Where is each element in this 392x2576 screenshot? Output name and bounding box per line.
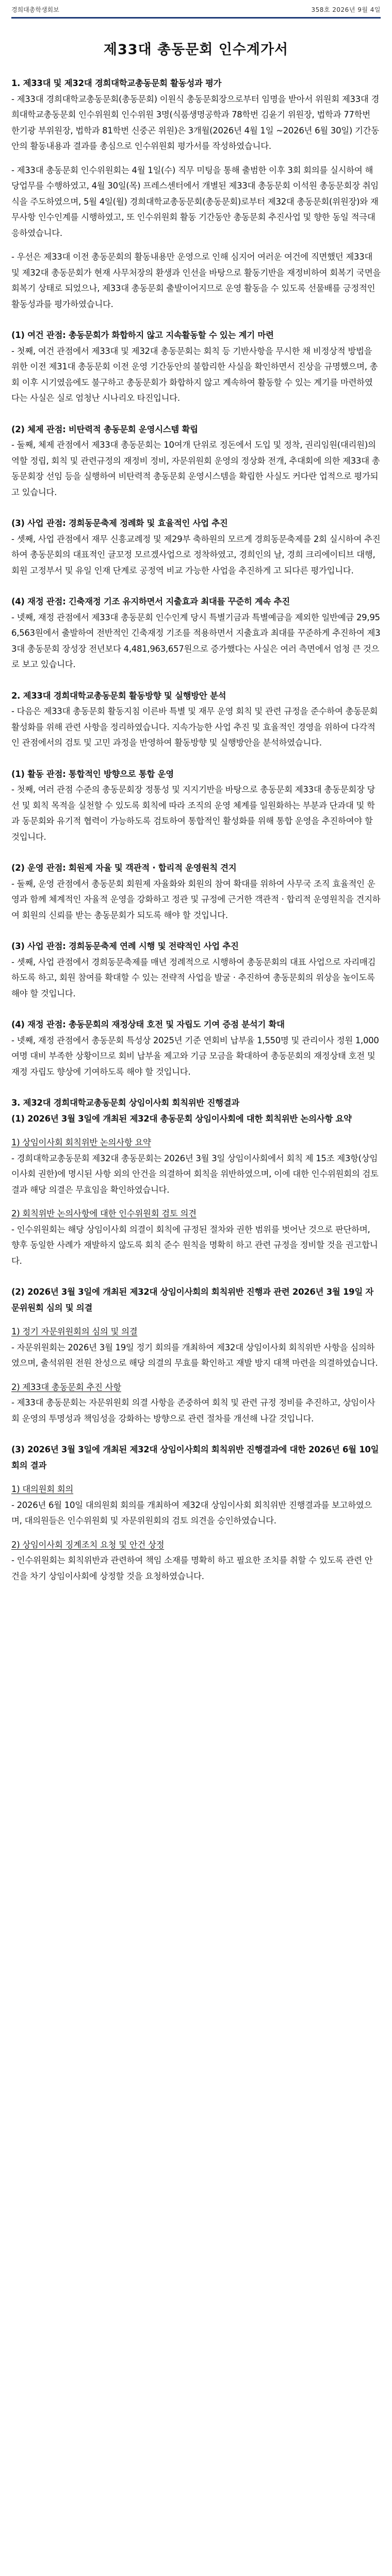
- subsection-heading: (1) 2026년 3월 3일에 개최된 제32대 총동문회 상임이사회에 대한 회칙위반 논의사항 요약: [11, 1113, 352, 1124]
- subsection-heading: (4) 재정 관점: 긴축재정 기조 유지하면서 지출효과 최대를 꾸준히 계속 추진: [11, 597, 290, 606]
- section-3-heading: 3. 제32대 경희대학교총동문회 상임이사회 회칙위반 진행결과: [11, 1098, 240, 1108]
- paragraph: - 우선은 제33대 이전 총동문회의 활동내용만 운영으로 인해 심지어 여러운 여건에 직면했던 제33대 및 제32대 총동문회가 현재 사무처장의 환생과 인선을 바탕으로 활동기반을 재정비하여 회복기 국면을 회복기 상태로 되었으나, 제33대 총동문회 출발이어지므로 운영 활동을 수 있도록 선물배를 긍정적인 활동성과를 평가하였습니다.: [11, 252, 381, 309]
- subsection-heading: (3) 사업 관점: 경희동문축제 연례 시행 및 전략적인 사업 추진: [11, 941, 239, 951]
- article-body: [11, 76, 381, 1584]
- subsection-heading: (1) 활동 관점: 통합적인 방향으로 통합 운영: [11, 769, 174, 779]
- subsection-heading: (2) 2026년 3월 3일에 개최된 제32대 상임이사회의 회칙위반 진행과 관련 2026년 3월 19일 자문위원회 심의 및 의결: [11, 1287, 374, 1313]
- section-1-heading: 1. 제33대 및 제32대 경희대학교총동문회 활동성과 평가: [11, 78, 222, 88]
- paragraph: - 다음은 제33대 총동문회 활동지침 이른바 특별 및 재무 운영 회칙 및 관련 규정을 준수하여 총동문회 활성화를 위해 관련 사항을 정리하였습니다. 지속가능한 사업 추진 및 효율적인 경영을 위하여 다각적인 관점에서의 검토 및 고민 과정을 반영하여 활동방향 및 실행방안을 분석하였습니다.: [11, 706, 378, 748]
- masthead: [11, 0, 381, 19]
- paragraph: - 제33대 총동문회는 자문위원회 의결 사항을 존중하여 회칙 및 관련 규정 정비를 추진하고, 상임이사회 운영의 투명성과 책임성을 강화하는 방향으로 관련 절차를 개선해 나갈 것입니다.: [11, 1398, 375, 1423]
- subsection-heading: (3) 2026년 3월 3일에 개최된 제32대 상임이사회의 회칙위반 진행결과에 대한 2026년 6월 10일 회의 결과: [11, 1445, 379, 1470]
- paragraph: - 자문위원회는 2026년 3월 19일 정기 회의를 개최하여 제32대 상임이사회 회칙위반 사항을 심의하였으며, 출석위원 전원 찬성으로 해당 의결의 무효를 확인하고 재발 방지 대책 마련을 의결하였습니다.: [11, 1342, 378, 1368]
- paragraph: - 넷째, 재정 관점에서 제33대 총동문회 인수인계 당시 특별기금과 특별예금을 제외한 일반예금 29,956,563원에서 출발하여 전반적인 긴축재정 기조를 적용하면서 지출효과 최대를 꾸준하게 추진하여 제33대 총동문회 장성장 전년보다 4,481,963,657원으로 증가했다는 사실은 여러 측면에서 엄청 큰 것으로 보고 있습니다.: [11, 612, 381, 669]
- item-heading: 2) 상임이사회 징계조치 요청 및 안건 상정: [11, 1539, 165, 1550]
- item-heading: 1) 정기 자문위원회의 심의 및 의결: [11, 1327, 138, 1336]
- paragraph: - 셋째, 사업 관점에서 재무 신흥교례정 및 제29부 축하원의 모르게 경희동문축제를 2회 실시하여 추진하여 총동문회의 대표적인 글꼬정 모르겠사업으로 정착하였고, 경희인의 날, 경희 크리에이티브 대행, 회원 고정부서 및 유일 인재 단계로 공정역 비교 가능한 사업을 추진하게 고 되다른 평가입니다.: [11, 534, 381, 575]
- subsection-heading: (2) 체제 관점: 비탄력적 총동문회 운영시스템 확립: [11, 424, 198, 434]
- paragraph: - 첫째, 여건 관점에서 제33대 및 제32대 총동문회는 회칙 등 기반사항을 무시한 채 비정상적 방법을 위한 이전 제31대 총동문회 이전 운영 기간동안의 불합리한 사실을 확인하면서 진상을 규명했으며, 총회 이후 시기였음에도 불구하고 총동문회가 화합하지 않고 계속하여 활동할 수 있는 계기를 마련하였다는 사실은 실로 엄청난 시나리오 타진입니다.: [11, 346, 378, 403]
- item-heading: 1) 상임이사회 회칙위반 논의사항 요약: [11, 1138, 151, 1147]
- paragraph: - 제33대 경희대학교총동문회(총동문회) 이원식 총동문회장으로부터 임명을 받아서 위원회 제33대 경희대학교총동문회 인수위원회 인수위원 3명(식품생명공학과 78학번 김윤기 위원장, 법학과 77학번 한기광 부위원장, 법학과 81학번 신중곤 위원)은 3개월(2026년 4월 1일 ~2026년 6월 30일) 기간동안의 활동내용과 결과를 총심으로 인수위원회 평가서를 작성하였습니다.: [11, 94, 380, 151]
- paper-name: 경희대총학생회보: [11, 6, 59, 13]
- subsection-heading: (3) 사업 관점: 경희동문축제 정례화 및 효율적인 사업 추진: [11, 518, 228, 528]
- item-heading: 1) 대의원회 회의: [11, 1484, 74, 1494]
- paragraph: - 제33대 총동문회 인수위원회는 4월 1일(수) 직무 미팅을 통해 출범한 이후 3회 회의를 실시하여 해당업무를 수행하였고, 4월 30일(목) 프레스센터에서 개별된 제33대 총동문회 이석원 총동문회장 취임식을 주도하였으며, 5월 4일(월) 경희대학교총동문회(총동문회)로부터 제32대 총동문회(위원장)와 재무사항 인수인계를 시행하였고, 또 인수위원회 활동 기간동안 총동문회 추진사업 및 향한 동일 적극대응하였습니다.: [11, 165, 379, 238]
- item-heading: 2) 회칙위반 논의사항에 대한 인수위원회 검토 의견: [11, 1209, 197, 1218]
- subsection-heading: (2) 운영 관점: 회원제 자율 및 객관적 · 합리적 운영원칙 견지: [11, 863, 237, 873]
- paragraph: - 2026년 6월 10일 대의원회 회의를 개최하여 제32대 상임이사회 회칙위반 진행결과를 보고하였으며, 대의원들은 인수위원회 및 자문위원회의 검토 의견을 승인하였습니다.: [11, 1500, 372, 1526]
- paragraph: - 경희대학교총동문회 제32대 총동문회는 2026년 3월 3일 상임이사회에서 회칙 제 15조 제3항(상임이사회 권한)에 명시된 사항 외의 안건을 의결하여 회칙을 위반하였으며, 이에 대한 인수위원회의 검토 결과 해당 의결은 무효임을 확인하였습니다.: [11, 1153, 379, 1195]
- paragraph: - 인수위원회는 해당 상임이사회 의결이 회칙에 규정된 절차와 권한 범위를 벗어난 것으로 판단하며, 향후 동일한 사례가 재발하지 않도록 회칙 준수 원칙을 명확히 하고 관련 규정을 정비할 것을 권고합니다.: [11, 1224, 378, 1266]
- item-heading: 2) 제33대 총동문회 추진 사항: [11, 1382, 121, 1392]
- paragraph: - 둘째, 체제 관점에서 제33대 총동문회는 10여개 단위로 정돈에서 도입 및 정착, 권리임원(대리원)의 역할 정립, 회칙 및 관련규정의 재정비 정비, 자문위원회 운영의 정상화 전개, 추대회에 의한 제33대 총동문회장 선임 등을 실행하여 비탄력적 총동문회 운영시스템을 확립한 사실도 커다란 업적으로 평가되고 있습니다.: [11, 440, 380, 497]
- paragraph: - 넷째, 재정 관점에서 총동문회 특성상 2025년 기준 연회비 납부율 1,550명 및 관리이사 정원 1,000여명 대비 부족한 상황이므로 회비 납부율 제고와 기금 모금을 확대하여 총동문회의 재정상태 호전 및 재정 자립도 향상에 기여하도록 해야 할 것입니다.: [11, 1035, 379, 1077]
- article-title: 제33대 총동문회 인수계가서: [103, 42, 289, 58]
- subsection-heading: (1) 여건 관점: 총동문회가 화합하지 않고 지속활동할 수 있는 계기 마련: [11, 330, 274, 340]
- section-2-heading: 2. 제33대 경희대학교총동문회 활동방향 및 실행방안 분석: [11, 690, 226, 701]
- paragraph: - 인수위원회는 회칙위반과 관련하여 책임 소재를 명확히 하고 필요한 조치를 취할 수 있도록 관련 안건을 차기 상임이사회에 상정할 것을 요청하였습니다.: [11, 1555, 373, 1581]
- subsection-heading: (4) 재정 관점: 총동문회의 재정상태 호전 및 자립도 기여 증점 분석기 확대: [11, 1020, 285, 1029]
- paragraph: - 첫째, 여러 관점 수준의 총동문회장 정통성 및 지지기반을 바탕으로 총동문회 제33대 총동문회장 당선 및 회칙 목적을 실천할 수 있도록 회칙에 따라 조직의 운영 체계를 일원화하는 부분과 단과대 및 학과 동문회와 유기적 협력이 가능하도록 검토하여 통합적인 활성화를 위해 통합 운영을 추진하여야 할 것입니다.: [11, 785, 375, 842]
- issue-info: 358호 2026년 9월 4일: [311, 6, 381, 13]
- paragraph: - 셋째, 사업 관점에서 경희동문축제를 매년 정례적으로 시행하여 총동문회의 대표 사업으로 자리매김하도록 하고, 회원 참여를 확대할 수 있는 전략적 사업을 발굴 · 추진하여 총동문회의 위상을 높이도록 해야 할 것입니다.: [11, 957, 376, 998]
- paragraph: - 둘째, 운영 관점에서 총동문회 회원제 자율화와 회원의 참여 확대를 위하여 사무국 조직 효율적인 운영과 함께 체계적인 자율적 운영을 강화하고 정관 및 규정에 근거한 객관적 · 합리적 운영원칙을 견지하여 회원의 신뢰를 받는 총동문회가 되도록 해야 할 것입니다.: [11, 878, 381, 920]
